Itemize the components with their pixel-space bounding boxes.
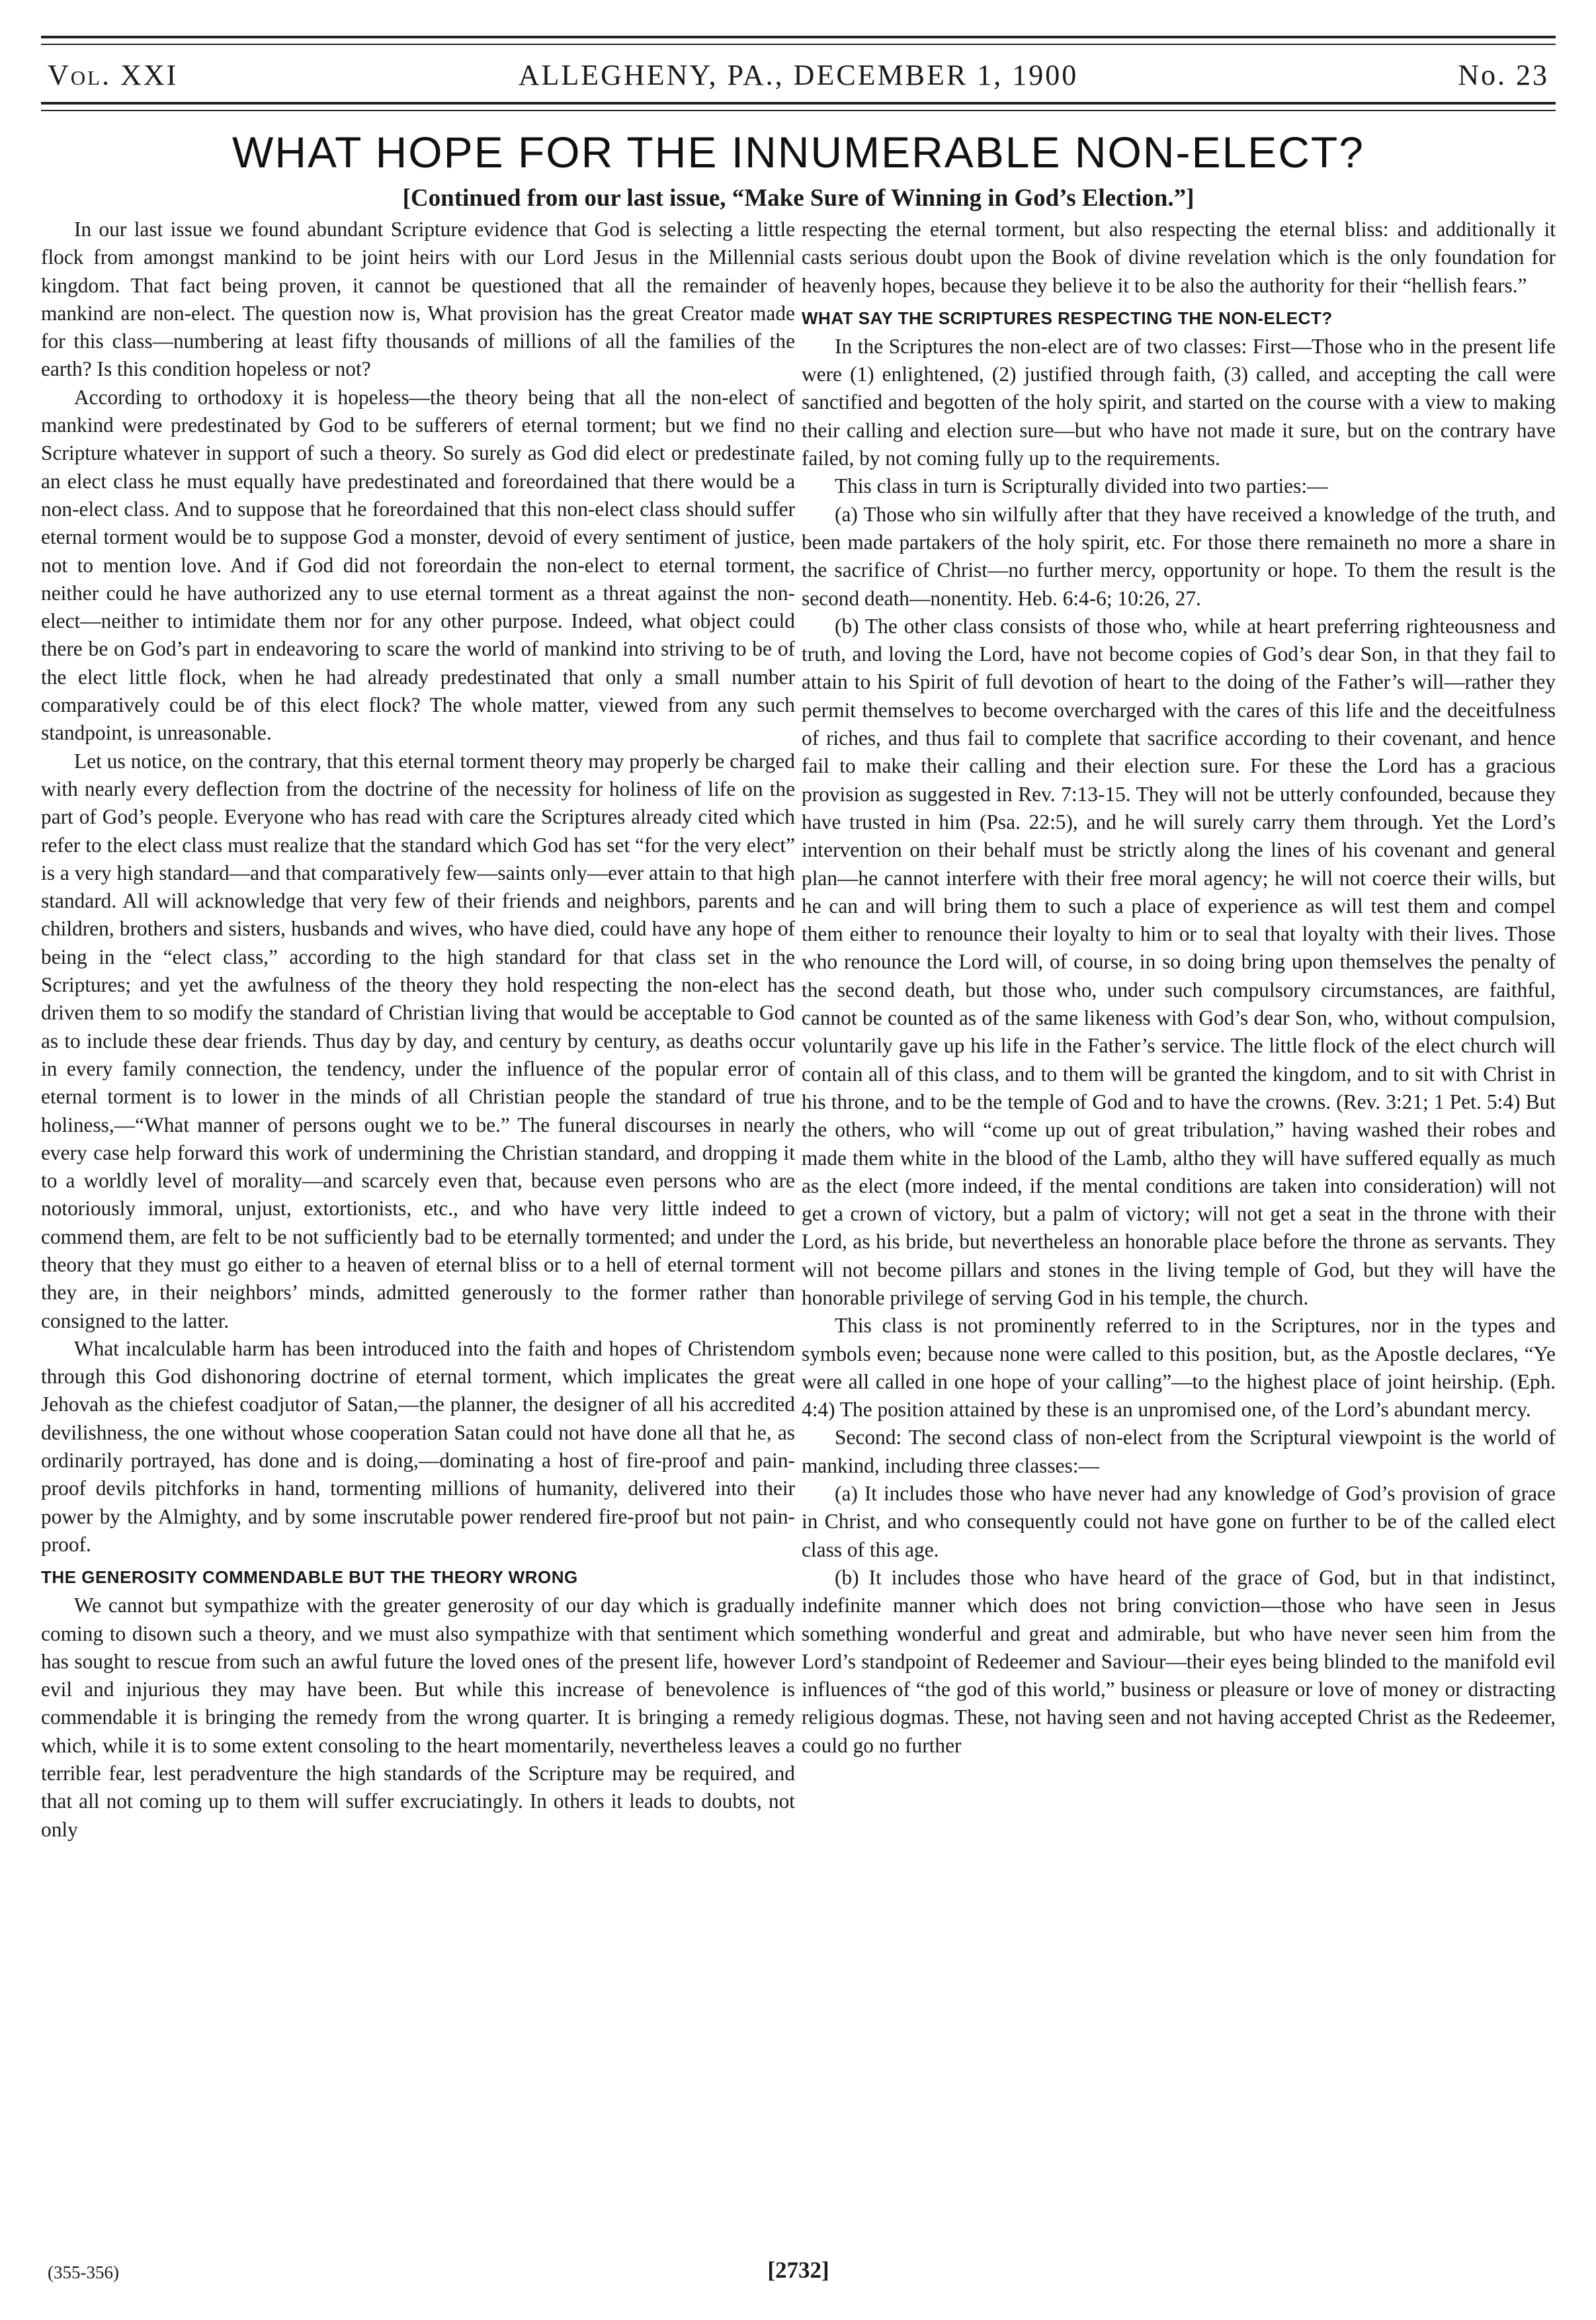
page-footer <box>41 2257 1556 2290</box>
section-heading: WHAT SAY THE SCRIPTURES RESPECTING THE NON-ELECT? <box>802 308 1333 328</box>
masthead-top-rule-thin <box>41 44 1556 45</box>
paragraph: (b) The other class consists of those who, while at heart preferring righteousness and truth, and loving the Lord, have not become copies of God’s dear Son, in that they fail to attain to his Spirit of full devotion of heart to the doing of the Father’s will—rather they permit themselves to become overcharged with the cares of this life and the deceitfulness of riches, and thus fail to complete that sacrifice according to their covenant, and hence fail to make their calling and their election sure. For these the Lord has a gracious provision as suggested in Rev. 7:13-15. They will not be utterly confounded, because they have trusted in him (Psa. 22:5), and he will surely carry them through. Yet the Lord’s intervention on their behalf must be strictly along the lines of his covenant and general plan—he cannot interfere with their free moral agency; he will not coerce their wills, but he can and will bring them to such a place of experience as will test them and compel them either to renounce their loyalty to him or to seal that loyalty with their lives. Those who renounce the Lord will, of course, in so doing bring upon themselves the penalty of the second death, but those who, under such compulsory circumstances, are faithful, cannot be counted as of the same likeness with God’s dear Son, who, without compulsion, voluntarily gave up his life in the Father’s service. The little flock of the elect church will contain all of this class, and to them will be granted the kingdom, and to sit with Christ in his throne, and to be the temple of God and to have the crowns. (Rev. 3:21; 1 Pet. 5:4) But the others, who will “come up out of great tribulation,” having washed their robes and made them white in the blood of the Lamb, altho they will have suffered equally as much as the elect (more indeed, if the mental conditions are taken into consideration) will not get a crown of victory, but a palm of victory; will not get a seat in the throne with their Lord, as his bride, but nevertheless an honorable place before the throne as servants. They will not become pillars and stones in the living temple of God, but they will have the honorable privilege of serving God in his temple, the church. <box>802 614 1556 1309</box>
paragraph: This class is not prominently referred to in the Scriptures, nor in the types and symbols even; because none were called to this position, but, as the Apostle declares, “Ye were all called in one hope of your calling”—to the highest place of joint heirship. (Eph. 4:4) The position attained by these is an unpromised one, of the Lord’s abundant mercy. <box>802 1314 1556 1422</box>
masthead-row <box>41 58 1556 98</box>
paragraph: In the Scriptures the non-elect are of two classes: First—Those who in the present life were (1) enlightened, (2) justified through faith, (3) called, and accepting the call were sanctified and begotten of the holy spirit, and started on the course with a view to making their calling and election sure—but who have not made it sure, but on the contrary have failed, by not coming fully up to the requirements. <box>802 334 1556 470</box>
masthead-bottom-rule <box>41 102 1556 105</box>
paragraph: According to orthodoxy it is hopeless—the theory being that all the non-elect of mankind were predestinated by God to be sufferers of eternal torment; but we find no Scripture whatever in support of such a theory. So surely as God did elect or predestinate an elect class he must equally have predestinated and foreordained that there would be a non-elect class. And to suppose that he foreordained that this non-elect class should suffer eternal torment would be to suppose God a monster, devoid of every sentiment of justice, not to mention love. And if God did not foreordain the non-elect to eternal torment, neither could he have authorized any to use eternal torment as a threat against the non-elect—neither to intimidate them nor for any other purpose. Indeed, what object could there be on God’s part in endeavoring to scare the world of mankind into striving to be of the elect little flock, when he had already predestinated that only a small number comparatively could be of this elect flock? The whole matter, viewed from any such standpoint, is unreasonable. <box>41 385 795 745</box>
right-column <box>802 216 1556 2233</box>
paragraph: Let us notice, on the contrary, that this eternal torment theory may properly be charged with nearly every deflection from the doctrine of the necessity for holiness of life on the part of God’s people. Everyone who has read with care the Scriptures already cited which refer to the elect class must realize that the standard which God has set “for the very elect” is a very high standard—and that comparatively few—saints only—ever attain to that high standard. All will acknowledge that very few of their friends and neighbors, parents and children, brothers and sisters, husbands and wives, who have died, could have any hope of being in the “elect class,” according to the high standard for that class set in the Scriptures; and yet the awfulness of the theory they hold respecting the non-elect has driven them to so modify the standard of Christian living that would be acceptable to God as to include these dear friends. Thus day by day, and century by century, as deaths occur in every family connection, the tendency, under the influence of the popular error of eternal torment is to lower in the minds of all Christian people the standard of true holiness,—“What manner of persons ought we to be.” The funeral discourses in nearly every case help forward this work of undermining the Christian standard, and dropping it to a worldly level of morality—and scarcely even that, because even persons who are notoriously immoral, unjust, extortionists, etc., and who have very little indeed to commend them, are felt to be not sufficiently bad to be eternally tormented; and under the theory that they must go either to a heaven of eternal bliss or to a hell of eternal torment they are, in their neighbors’ minds, admitted generously to the former rather than consigned to the latter. <box>41 749 795 1332</box>
paragraph: (b) It includes those who have heard of the grace of God, but in that indistinct, indefinite manner which does not bring conviction—those who have seen in Jesus something wonderful and great and admirable, but who have never seen him from the Lord’s standpoint of Redeemer and Saviour—their eyes being blinded to the manifold evil influences of “the god of this world,” business or pleasure or love of money or distracting religious dogmas. These, not having seen and not having accepted Christ as the Redeemer, could go no further <box>802 1565 1556 1757</box>
paragraph: (a) It includes those who have never had any knowledge of God’s provision of grace in Christ, and who consequently could not have gone on further to be of the called elect class of this age. <box>802 1482 1556 1561</box>
paragraph: respecting the eternal torment, but also respecting the eternal bliss: and additionally it casts serious doubt upon the Book of divine revelation which is the only foundation for heavenly hopes, because they believe it to be also the authority for their “hellish fears.” <box>802 218 1556 297</box>
section-heading: THE GENEROSITY COMMENDABLE BUT THE THEORY WRONG <box>41 1567 578 1588</box>
paragraph: What incalculable harm has been introduced into the faith and hopes of Christendom through this God dishonoring doctrine of eternal torment, which implicates the great Jehovah as the chiefest coadjutor of Satan,—the planner, the designer of all his accredited devilishness, the one without whose cooperation Satan could not have done all that he, as ordinarily portrayed, has done and is doing,—dominating a host of fire-proof and pain-proof devils pitchforks in hand, tormenting millions of humanity, delivered into their power by the Almighty, and by some inscrutable power rendered fire-proof but not pain-proof. <box>41 1336 795 1556</box>
article-continued-note: [Continued from our last issue, “Make Sure of Winning in God’s Election.”] <box>402 185 1195 212</box>
paragraph: Second: The second class of non-elect from the Scriptural viewpoint is the world of mankind, including three classes:— <box>802 1426 1556 1477</box>
volume-label: Vol. XXI <box>48 59 179 91</box>
masthead-bottom-rule-thin <box>41 110 1556 111</box>
paragraph: In our last issue we found abundant Scripture evidence that God is selecting a little flock from amongst mankind to be joint heirs with our Lord Jesus in the Millennial kingdom. That fact being proven, it cannot be questioned that all the remainder of mankind are non-elect. The question now is, What provision has the great Creator made for this class—numbering at least fifty thousands of millions of all the families of the earth? Is this condition hopeless or not? <box>41 218 795 381</box>
paragraph: We cannot but sympathize with the greater generosity of our day which is gradually coming to disown such a theory, and we must also sympathize with that sentiment which has sought to rescue from such an awful future the loved ones of the present life, however evil and injurious they may have been. But while this increase of benevolence is commendable it is bringing the remedy from the wrong quarter. It is bringing a remedy which, while it is to some extent consoling to the heart momentarily, nevertheless leaves a terrible fear, lest peradventure the high standards of the Scripture may be required, and that all not coming up to them will suffer excruciatingly. In others it leads to doubts, not only <box>41 1594 795 1841</box>
left-column <box>41 216 795 2233</box>
page-number: [2732] <box>767 2257 829 2283</box>
paragraph: This class in turn is Scripturally divided into two parties:— <box>835 474 1328 498</box>
masthead-top-rule <box>41 36 1556 38</box>
dateline: ALLEGHENY, PA., DECEMBER 1, 1900 <box>518 59 1079 91</box>
article-title: WHAT HOPE FOR THE INNUMERABLE NON-ELECT? <box>232 128 1365 177</box>
paragraph: (a) Those who sin wilfully after that they have received a knowledge of the truth, and been made partakers of the holy spirit, etc. For those there remaineth no more a share in the sacrifice of Christ—no further mercy, opportunity or hope. To them the result is the second death—nonentity. Heb. 6:4-6; 10:26, 27. <box>802 502 1556 610</box>
issue-number: No. 23 <box>1458 59 1549 91</box>
page-reference: (355-356) <box>48 2262 119 2282</box>
